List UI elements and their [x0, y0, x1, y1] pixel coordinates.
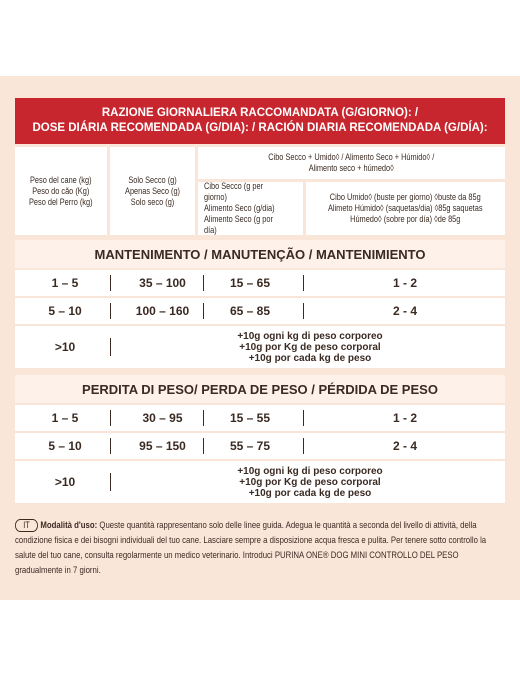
- cell-dry: 35 – 100: [139, 276, 186, 290]
- maintenance-title: MANTENIMENTO / MANUTENÇÃO / MANTENIMIENTO: [15, 240, 505, 268]
- over-line-es: +10g por cada kg de peso: [248, 487, 372, 499]
- cell-weight: 5 – 10: [48, 304, 82, 318]
- cell-dry-mixed: 15 – 55: [229, 411, 271, 425]
- table-row: [15, 405, 505, 431]
- table-row: [15, 433, 505, 459]
- cell-dry-mixed: 55 – 75: [229, 439, 271, 453]
- cell-wet: 1 - 2: [392, 411, 417, 425]
- col-weight-it: Peso del cane (kg): [30, 174, 92, 185]
- cell-weight: >10: [54, 475, 76, 489]
- over-line-it: +10g ogni kg di peso corporeo: [237, 465, 383, 477]
- usage-note-text: Queste quantità rappresentano solo delle linee guida. Adegua le quantità a seconda del livello di attività, della condizione fisica e dei bisogni individuali del tuo cane. Lasciare sempre a disposizione acqua fresca e pulita. Per tenere sotto controllo la salute del tuo cane, consulta regolarmente un medico veterinario. Introduci PURINA ONE® DOG MINI CONTROLLO DEL PESO gradualmente in 7 giorni.: [15, 520, 487, 576]
- table-row-over-10: [15, 326, 505, 368]
- over-line-es: +10g por cada kg de peso: [248, 352, 372, 364]
- col-wet-es: Húmedo◊ (sobre por día) ◊de 85g: [350, 214, 461, 224]
- cell-dry: 30 – 95: [142, 411, 183, 425]
- col-dry-pt: Apenas Seco (g): [125, 185, 180, 196]
- over-line-pt: +10g por Kg de peso corporal: [239, 341, 381, 353]
- cell-wet: 1 - 2: [392, 276, 417, 290]
- col-header-wet: [306, 182, 505, 235]
- table-row: [15, 270, 505, 296]
- feeding-table-header: [15, 98, 505, 144]
- usage-note: [15, 518, 505, 578]
- usage-note-label: Modalità d'uso:: [40, 520, 98, 531]
- cell-weight: 1 – 5: [51, 276, 79, 290]
- cell-dry-mixed: 65 – 85: [229, 304, 271, 318]
- cell-weight: >10: [54, 340, 76, 354]
- col-dry-es: Solo seco (g): [130, 196, 175, 207]
- cell-over-10-note: [115, 326, 505, 368]
- col-mixed-line2: Alimento seco + húmedo◊: [308, 163, 395, 173]
- col-weight-pt: Peso do cão (Kg): [32, 185, 90, 196]
- cell-weight: 1 – 5: [51, 411, 79, 425]
- col-dry-it: Solo Secco (g): [128, 174, 177, 185]
- col-weight-es: Peso del Perro (kg): [29, 196, 93, 207]
- table-row: [15, 298, 505, 324]
- cell-dry-mixed: 15 – 65: [229, 276, 271, 290]
- cell-dry: 100 – 160: [135, 304, 190, 318]
- cell-dry: 95 – 150: [139, 439, 186, 453]
- cell-wet: 2 - 4: [392, 304, 417, 318]
- table-row-over-10: [15, 461, 505, 503]
- header-line-1: RAZIONE GIORNALIERA RACCOMANDATA (G/GIORNO): /: [101, 107, 419, 119]
- language-badge: IT: [15, 519, 38, 532]
- cell-weight: 5 – 10: [48, 439, 82, 453]
- col-header-dry-only: [110, 147, 195, 235]
- cell-over-10-note: [115, 461, 505, 503]
- cell-wet: 2 - 4: [392, 439, 417, 453]
- col-drypd-it: Cibo Secco (g per giorno): [204, 181, 264, 202]
- col-wet-pt: Alimeto Húmido◊ (saquetas/dia) ◊85g saquetas: [328, 203, 483, 213]
- col-header-mixed: [198, 147, 505, 179]
- col-header-weight: [15, 147, 107, 235]
- col-drypd-pt: Alimento Seco (g/dia): [204, 203, 275, 213]
- weight-loss-title: PERDITA DI PESO/ PERDA DE PESO / PÉRDIDA DE PESO: [15, 375, 505, 403]
- col-wet-it: Cibo Umido◊ (buste per giorno) ◊buste da 85g: [330, 192, 481, 202]
- header-line-2: DOSE DIÁRIA RECOMENDADA (G/DIA): / RACIÓN DIARIA RECOMENDADA (G/DÍA):: [32, 122, 488, 134]
- over-line-it: +10g ogni kg di peso corporeo: [237, 330, 383, 342]
- col-drypd-es: Alimento Seco (g por día): [204, 214, 273, 235]
- col-mixed-line1: Cibo Secco + Umido◊ / Alimento Seco + Húmido◊ /: [268, 152, 435, 162]
- over-line-pt: +10g por Kg de peso corporal: [239, 476, 381, 488]
- col-header-dry-per-day: [198, 182, 303, 235]
